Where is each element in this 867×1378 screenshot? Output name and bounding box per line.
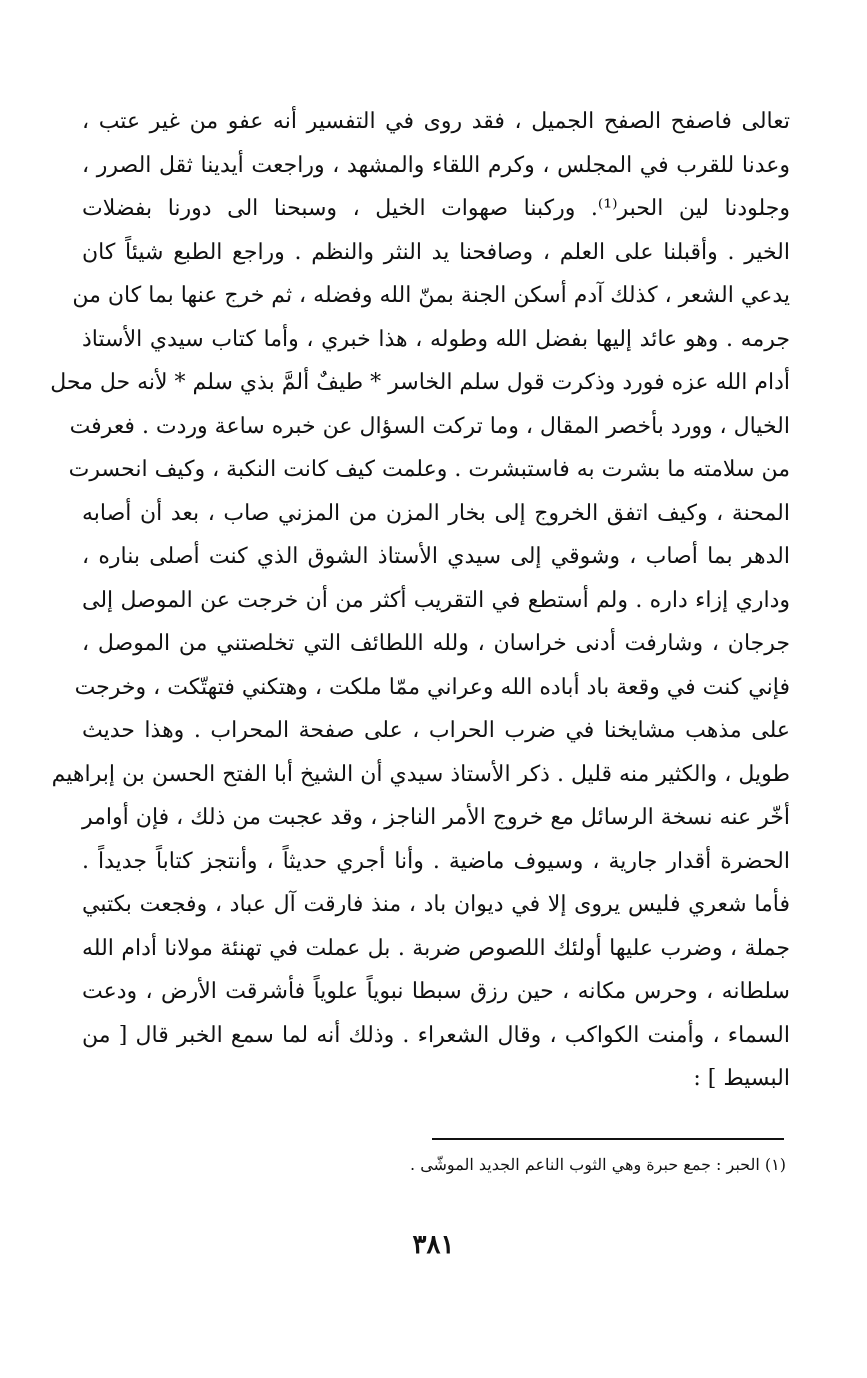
text-line: فإني كنت في وقعة باد أباده الله وعراني ممّا ملكت ، وهتكني فتهتّكت ، وخرجت: [74, 674, 790, 700]
text-line: وداري إزاء داره . ولم أستطع في التقريب أكثر من أن خرجت عن الموصل إلى: [82, 587, 790, 613]
text-line: طويل ، والكثير منه قليل . ذكر الأستاذ سيدي أن الشيخ أبا الفتح الحسن بن إبراهيم: [51, 761, 790, 787]
text-line: وجلودنا لين الحبر⁽¹⁾. وركبنا صهوات الخيل ، وسبحنا الى دورنا بفضلات: [82, 196, 790, 221]
text-line: الخيال ، وورد بأخصر المقال ، وما تركت السؤال عن خبره ساعة وردت . فعرفت: [69, 413, 790, 439]
text-line: الدهر بما أصاب ، وشوقي إلى سيدي الأستاذ الشوق الذي كنت أصلى بناره ،: [82, 544, 790, 569]
text-line: سلطانه ، وحرس مكانه ، حين رزق سبطا نبوياً علوياً فأشرقت الأرض ، ودعت: [82, 979, 790, 1004]
text-line: أخّر عنه نسخة الرسائل مع خروج الأمر الناجز ، وقد عجبت من ذلك ، فإن أوامر: [82, 805, 790, 830]
text-line: السماء ، وأمنت الكواكب ، وقال الشعراء . وذلك أنه لما سمع الخبر قال [ من: [82, 1022, 790, 1048]
text-line: الحضرة أقدار جارية ، وسيوف ماضية . وأنا أجري حديثاً ، وأنتجز كتاباً جديداً .: [82, 848, 790, 874]
text-line: المحنة ، وكيف اتفق الخروج إلى بخار المزن من المزني صاب ، بعد أن أصابه: [82, 500, 790, 526]
text-line: فأما شعري فليس يروى إلا في ديوان باد ، منذ فارقت آل عباد ، وفجعت بكتبي: [82, 892, 790, 917]
footnote: (١) الحبر : جمع حبرة وهي الثوب الناعم الجديد الموشّى .: [410, 1155, 786, 1174]
text-line: على مذهب مشايخنا في ضرب الحراب ، على صفحة المحراب . وهذا حديث: [82, 718, 790, 743]
text-line: وعدنا للقرب في المجلس ، وكرم اللقاء والمشهد ، وراجعت أيدينا ثقل الصرر ،: [82, 152, 790, 178]
text-line: تعالى فاصفح الصفح الجميل ، فقد روى في التفسير أنه عفو من غير عتب ،: [82, 109, 790, 134]
footnote-separator: [432, 1138, 784, 1140]
page-number: ٣٨١: [412, 1230, 455, 1260]
text-line: أدام الله عزه فورد وذكرت قول سلم الخاسر * طيفٌ ألمَّ بذي سلم * لأنه حل محل: [50, 370, 790, 395]
text-line: البسيط ] :: [693, 1066, 790, 1091]
body-text: [50, 100, 790, 1101]
text-line: جرمه . وهو عائد إليها بفضل الله وطوله ، هذا خبري ، وأما كتاب سيدي الأستاذ: [82, 326, 790, 352]
text-line: الخير . وأقبلنا على العلم ، وصافحنا يد النثر والنظم . وراجع الطبع شيئاً كان: [82, 239, 790, 265]
text-line: من سلامته ما بشرت به فاستبشرت . وعلمت كيف كانت النكبة ، وكيف انحسرت: [68, 457, 790, 482]
text-line: يدعي الشعر ، كذلك آدم أسكن الجنة بمنّ الله وفضله ، ثم خرج عنها بما كان من: [72, 283, 790, 308]
text-line: جملة ، وضرب عليها أولئك اللصوص ضربة . بل عملت في تهنئة مولانا أدام الله: [82, 935, 790, 961]
text-line: جرجان ، وشارفت أدنى خراسان ، ولله اللطائف التي تخلصتني من الموصل ،: [82, 631, 790, 656]
